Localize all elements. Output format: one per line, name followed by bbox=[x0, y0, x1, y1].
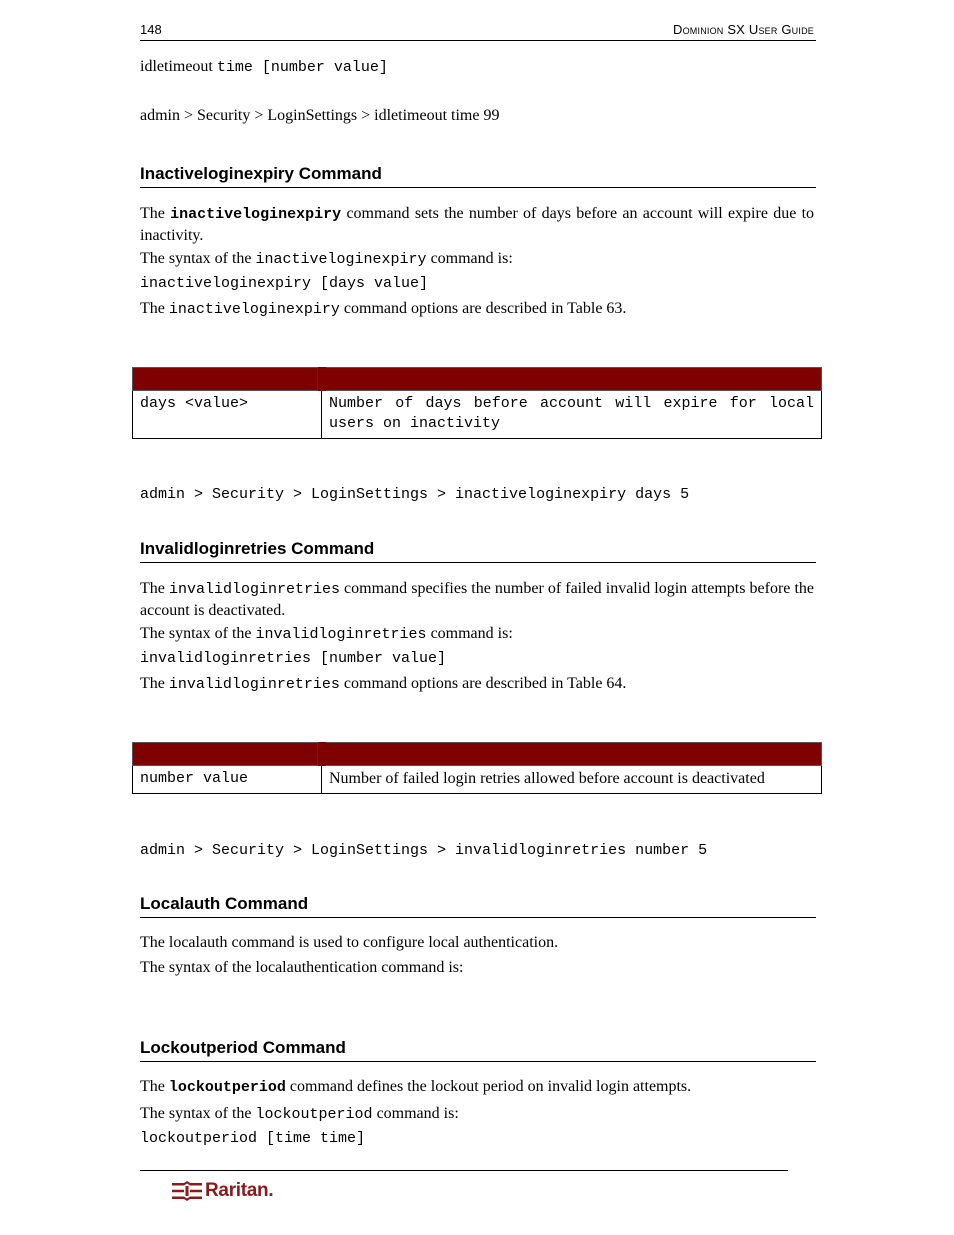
text-run: command sets the number of days before an account will expire due to inactivity. bbox=[140, 205, 815, 244]
text-run: The bbox=[140, 300, 169, 317]
text-run: command is: bbox=[372, 1105, 459, 1122]
raritan-mark-icon bbox=[172, 1181, 202, 1201]
lockoutperiod-syntax-intro bbox=[140, 1105, 459, 1123]
table-row bbox=[133, 766, 822, 794]
text-run: The syntax of the bbox=[140, 250, 256, 267]
option-cell: number value bbox=[133, 766, 322, 794]
text-run: The syntax of the bbox=[140, 1105, 256, 1122]
header-rule bbox=[140, 40, 816, 41]
command-name: inactiveloginexpiry bbox=[168, 301, 340, 318]
table-header-row bbox=[133, 743, 822, 766]
text-run: command specifies the number of failed invalid login attempts before the account is deactivated. bbox=[140, 580, 815, 619]
text-run: The bbox=[140, 205, 171, 222]
invalidloginretries-description bbox=[140, 578, 814, 621]
text-run: The bbox=[140, 675, 169, 692]
command-name: lockoutperiod bbox=[255, 1106, 373, 1123]
table-header-cell bbox=[322, 368, 822, 391]
description-cell: Number of days before account will expire for local users on inactivity bbox=[322, 391, 822, 439]
inactiveloginexpiry-description bbox=[140, 203, 814, 246]
inactiveloginexpiry-syntax-intro bbox=[140, 250, 513, 268]
running-title: Dominion SX User Guide bbox=[673, 22, 814, 37]
idletimeout-word: idletimeout bbox=[140, 58, 213, 75]
text-run: command options are described in Table 64. bbox=[339, 675, 627, 692]
localauth-heading: Localauth Command bbox=[140, 894, 816, 918]
page-number: 148 bbox=[140, 22, 162, 37]
text-run: command is: bbox=[426, 625, 513, 642]
invalidloginretries-table-ref bbox=[140, 675, 626, 693]
command-name: invalidloginretries bbox=[255, 626, 427, 643]
invalidloginretries-example: admin > Security > LoginSettings > invalidloginretries number 5 bbox=[140, 842, 708, 859]
footer-rule bbox=[140, 1170, 788, 1171]
table-header-cell bbox=[133, 368, 322, 391]
table-header-row bbox=[133, 368, 822, 391]
text-run: The syntax of the bbox=[140, 625, 256, 642]
command-name: inactiveloginexpiry bbox=[255, 251, 427, 268]
localauth-description: The localauth command is used to configure local authentication. bbox=[140, 934, 559, 951]
text-run: command defines the lockout period on invalid login attempts. bbox=[285, 1078, 692, 1095]
table-header-cell bbox=[133, 743, 322, 766]
idletimeout-args: time [number value] bbox=[216, 59, 388, 76]
inactiveloginexpiry-syntax: inactiveloginexpiry [days value] bbox=[140, 275, 429, 292]
option-cell: days <value> bbox=[133, 391, 322, 439]
lockoutperiod-heading: Lockoutperiod Command bbox=[140, 1038, 816, 1062]
text-run: The bbox=[140, 1078, 169, 1095]
text-run: command options are described in Table 63. bbox=[339, 300, 627, 317]
command-name: invalidloginretries bbox=[168, 676, 340, 693]
raritan-logo bbox=[172, 1180, 273, 1202]
inactiveloginexpiry-table-ref bbox=[140, 300, 626, 318]
table-row bbox=[133, 391, 822, 439]
text-run: command is: bbox=[426, 250, 513, 267]
idletimeout-example: admin > Security > LoginSettings > idletimeout time 99 bbox=[140, 107, 500, 124]
table-header-cell bbox=[322, 743, 822, 766]
description-cell: Number of failed login retries allowed before account is deactivated bbox=[322, 766, 822, 794]
invalidloginretries-heading: Invalidloginretries Command bbox=[140, 539, 816, 563]
inactiveloginexpiry-options-table bbox=[132, 367, 822, 439]
lockoutperiod-syntax: lockoutperiod [time time] bbox=[140, 1130, 366, 1147]
inactiveloginexpiry-example: admin > Security > LoginSettings > inactiveloginexpiry days 5 bbox=[140, 486, 690, 503]
inactiveloginexpiry-heading: Inactiveloginexpiry Command bbox=[140, 164, 816, 188]
lockoutperiod-description bbox=[140, 1078, 691, 1096]
invalidloginretries-syntax: invalidloginretries [number value] bbox=[140, 650, 447, 667]
command-name: lockoutperiod bbox=[168, 1079, 286, 1096]
idletimeout-syntax bbox=[140, 58, 388, 76]
text-run: The bbox=[140, 580, 169, 597]
command-name: inactiveloginexpiry bbox=[170, 206, 342, 223]
command-name: invalidloginretries bbox=[168, 581, 340, 598]
logo-wordmark: Raritan. bbox=[205, 1180, 274, 1201]
localauth-syntax-intro: The syntax of the localauthentication command is: bbox=[140, 959, 464, 976]
invalidloginretries-options-table bbox=[132, 742, 822, 794]
invalidloginretries-syntax-intro bbox=[140, 625, 513, 643]
